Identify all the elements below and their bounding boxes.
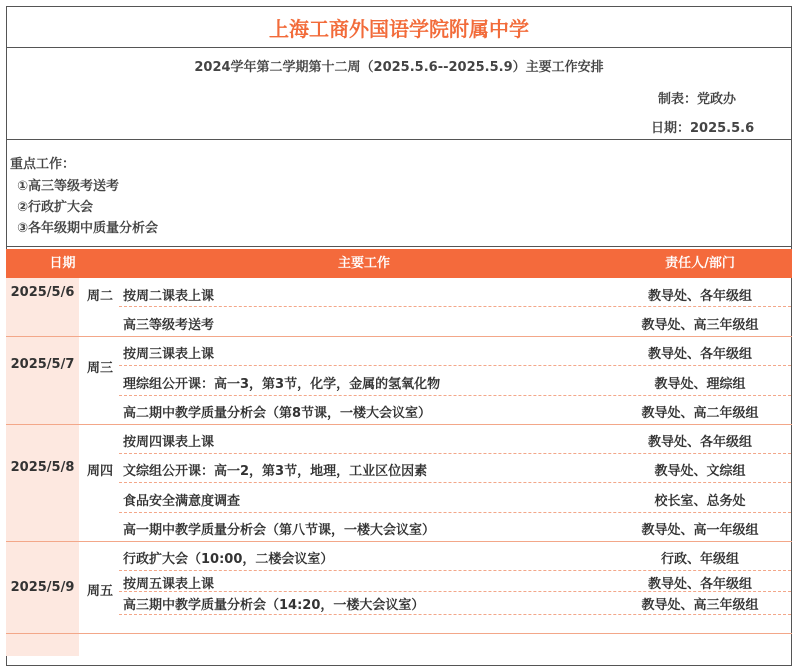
owner-cell: 教导处、高三年级组 (641, 598, 759, 613)
day-date: 2025/5/9 (10, 580, 75, 595)
task-cell: 理综组公开课：高一3，第3节，化学，金属的氢氧化物 (123, 377, 441, 392)
row-divider (119, 482, 791, 483)
schedule-subtitle: 2024学年第二学期第十二周（2025.5.6--2025.5.9）主要工作安排 (194, 60, 604, 75)
row-divider (119, 614, 791, 615)
day-divider (6, 336, 792, 337)
school-title: 上海工商外国语学院附属中学 (6, 6, 792, 48)
row-divider (119, 591, 791, 592)
owner-cell: 教导处、各年级组 (647, 577, 752, 592)
day-weekday: 周二 (86, 289, 113, 304)
task-cell: 文综组公开课：高一2，第3节，地理，工业区位因素 (123, 464, 428, 479)
task-cell: 按周三课表上课 (123, 347, 215, 362)
owner-cell: 校长室、总务处 (654, 494, 746, 509)
owner-cell: 教导处、理综组 (654, 377, 746, 392)
table-header (6, 249, 792, 278)
maker-label: 制表：党政办 (658, 92, 737, 107)
day-date: 2025/5/6 (10, 285, 75, 300)
header-work: 主要工作 (337, 256, 390, 271)
owner-cell: 教导处、各年级组 (647, 435, 752, 450)
task-cell: 行政扩大会（10:00，二楼会议室） (123, 552, 334, 567)
row-divider (119, 453, 791, 454)
task-cell: 高一期中教学质量分析会（第八节课，一楼大会议室） (123, 523, 436, 538)
divider (6, 139, 792, 140)
day-date: 2025/5/8 (10, 460, 75, 475)
header-owner: 责任人/部门 (665, 256, 735, 271)
day-weekday: 周五 (86, 584, 113, 599)
owner-cell: 教导处、文综组 (654, 464, 746, 479)
key-work-heading: 重点工作： (10, 157, 76, 172)
owner-cell: 教导处、高二年级组 (641, 406, 759, 421)
row-divider (119, 512, 791, 513)
day-divider (6, 424, 792, 425)
owner-cell: 教导处、高一年级组 (641, 523, 759, 538)
owner-cell: 行政、年级组 (660, 552, 739, 567)
issue-date: 日期：2025.5.6 (651, 121, 755, 136)
header-date: 日期 (49, 256, 76, 271)
day-date: 2025/5/7 (10, 357, 75, 372)
row-divider (119, 306, 791, 307)
owner-cell: 教导处、各年级组 (647, 289, 752, 304)
day-weekday: 周三 (86, 361, 113, 376)
task-cell: 食品安全满意度调查 (123, 494, 241, 509)
task-cell: 按周五课表上课 (123, 577, 215, 592)
row-divider (119, 365, 791, 366)
task-cell: 高二期中教学质量分析会（第8节课，一楼大会议室） (123, 406, 432, 421)
key-work-item: ①高三等级考送考 (17, 179, 120, 194)
task-cell: 高三等级考送考 (123, 318, 215, 333)
owner-cell: 教导处、高三年级组 (641, 318, 759, 333)
day-weekday: 周四 (86, 464, 113, 479)
day-divider (6, 633, 792, 634)
key-work-item: ②行政扩大会 (17, 200, 94, 215)
task-cell: 按周二课表上课 (123, 289, 215, 304)
row-divider (119, 570, 791, 571)
divider (6, 246, 792, 247)
task-cell: 高三期中教学质量分析会（14:20，一楼大会议室） (123, 598, 425, 613)
day-divider (6, 541, 792, 542)
row-divider (119, 395, 791, 396)
task-cell: 按周四课表上课 (123, 435, 215, 450)
key-work-item: ③各年级期中质量分析会 (17, 221, 159, 236)
owner-cell: 教导处、各年级组 (647, 347, 752, 362)
